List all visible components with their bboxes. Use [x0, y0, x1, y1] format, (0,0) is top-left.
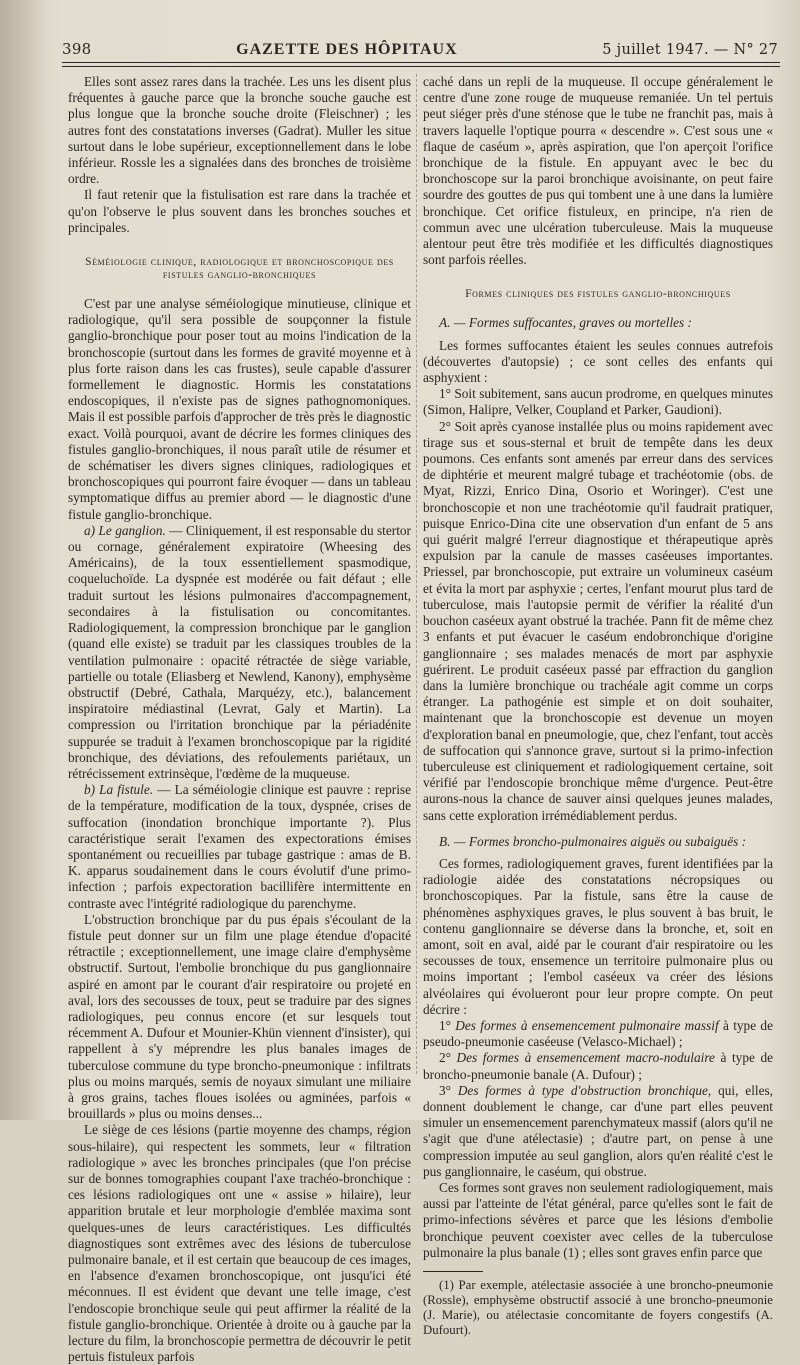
column-divider [416, 74, 417, 1074]
issue-date: 5 juillet 1947. — N° 27 [602, 42, 778, 58]
page-number: 398 [62, 40, 92, 58]
paragraph: Il faut retenir que la fistulisation est rare dans la trachée et qu'on l'observe le plus souvent dans les bronches souches et principales. [68, 187, 411, 235]
list-text: à type de pseudo-pneumonie caséeuse (Velasco-Michael) ; [423, 1017, 773, 1050]
paragraph: C'est par une analyse séméiologique minutieuse, clinique et radiologique, qu'il sera possible de soupçonner la fistule ganglio-bronchique pour poser tout au moins l'indication de la bronchoscopie (surtout dans les formes de gravité moyenne et à plus forte raison dans les cas frustes), seule capable d'assurer formellement le diagnostic. Hormis les constatations endoscopiques, il n'existe pas de signes pathognomoniques. Mais il est possible parfois d'approcher de très près le diagnostic exact. Voilà pourquoi, avant de décrire les formes cliniques des fistules ganglio-bronchiques, il nous paraît utile de résumer et de schématiser les divers signes cliniques, radiologiques et bronchoscopiques qui pourront faire évoquer — dans un tableau symptomatique diffus au premier abord — le diagnostic d'une fistule ganglio-bronchique. [68, 296, 411, 522]
list-item [423, 1083, 773, 1180]
header-rule-thick [62, 62, 780, 63]
page-header [62, 40, 778, 64]
paragraph: Le siège de ces lésions (partie moyenne des champs, région sous-hilaire), qui respectent les sommets, leur « filtration radiologique » avec les bronches principales (que l'on précise sur de bonnes tomographies coupant l'axe trachéo-bronchique : ces lésions radiologiques ont une « assise » hilaire), leur apparition brutale et leur morphologie d'emblée maxima sont quelques-unes de leurs caractéristiques. Les difficultés diagnostiques sont extrêmes avec des lésions de tuberculose pulmonaire banale, et il est certain que beaucoup de ces images, en l'absence d'examen bronchoscopique, ont jusqu'ici été méconnues. Il est évident que devant une telle image, c'est l'endoscopie bronchique seule qui peut affirmer la réalité de la fistule ganglio-bronchique. Orientée à droite ou à gauche par la lecture du film, la bronchoscopie permettra de découvrir le petit pertuis fistuleux parfois [68, 1122, 411, 1365]
list-item [423, 1050, 773, 1082]
subsection-b-title: B. — Formes broncho-pulmonaires aiguës ou subaiguës : [439, 833, 747, 849]
subsection-heading [423, 315, 773, 331]
paragraph: caché dans un repli de la muqueuse. Il occupe généralement le centre d'une zone rouge de muqueuse remaniée. Un tel pertuis peut siéger près d'une sténose que le tube ne franchit pas, mais à travers laquelle l'optique pourra « descendre ». C'est sous une « flaque de caséum », après aspiration, que l'on aperçoit l'orifice bronchique de la fistule. En appuyant avec le bec du bronchoscope sur la paroi bronchique avoisinante, on peut faire sourdre des gouttes de pus qui tombent une à une dans la lumière bronchique. Cet orifice fistuleux, en principe, n'a rien de commun avec une ulcération tuberculeuse. Mais la muqueuse alentour peut être très modifiée et les difficultés diagnostiques sont parfois réelles. [423, 74, 773, 268]
section-heading: Séméiologie clinique, radiologique et bronchoscopique des fistules ganglio-bronchiques [85, 256, 394, 282]
list-text: qui, elles, donnent doublement le change, car d'une part elles peuvent simuler un ensemencement parenchymateux massif (alors qu'il ne s'agit que d'une atélectasie) ; d'autre part, on pense à une compression imputée au seul ganglion, alors qu'en réalité c'est le pus ganglionnaire, le caséum, qui obstrue. [423, 1082, 773, 1179]
footnote-rule [423, 1271, 483, 1272]
paragraph-text: — La séméiologie clinique est pauvre : reprise de la température, modification de la toux, dyspnée, crises de suffocation (inondation bronchique importante ?). Plus caractéristique serait l'examen des expectorations émises spontanément ou recueillies par tubage gastrique : amas de B. K. apparus soudainement dans le cours évolutif d'une primo-infection ; parfois expectoration bacillifère intermittente en contraste avec l'intégrité radiologique du parenchyme. [68, 782, 411, 911]
paragraph: 1° Soit subitement, sans aucun prodrome, en quelques minutes (Simon, Halipre, Velker, Coupland et Parker, Gaudioni). [423, 386, 773, 418]
paragraph-text: — Cliniquement, il est responsable du stertor ou cornage, généralement expiratoire (Wheesing des Américains), de la toux essentiellement spasmodique, coqueluchoïde. La dyspnée est modérée ou fait défaut ; elle traduit surtout les lésions pulmonaires d'accompagnement, secondaires à la fistulisation ou concomitantes. Radiologiquement, la compression bronchique par le ganglion (quand elle existe) se traduit par les classiques troubles de la ventilation pulmonaire : opacité rétractée de siège variable, partielle ou totale (Eliasberg et Newlend, Kanony), emphysème obstructif (Debré, Cathala, Marquézy, etc.), balancement inspiratoire médiastinal (Levrat, Galy et Martin). La compression ou l'irritation bronchique par la périadénite suppurée se traduit à l'examen bronchoscopique par la rigidité bronchique, des déviations, des refoulements pariétaux, un rétrécissement extrinsèque, l'œdème de la muqueuse. [68, 522, 411, 781]
subsection-a-title: A. — Formes suffocantes, graves ou mortelles : [439, 315, 692, 331]
list-marker: 3° [439, 1082, 458, 1098]
section-heading: Formes cliniques des fistules ganglio-bronchiques [465, 288, 731, 301]
list-emphasis: Des formes à ensemencement pulmonaire massif [455, 1017, 719, 1033]
paragraph: Ces formes, radiologiquement graves, furent identifiées par la radiologie aidée des constatations nécropsiques ou bronchoscopiques. Par la fistule, sans être la cause de phénomènes asphyxiques graves, le plus souvent à bas bruit, le contenu ganglionnaire se déverse dans la bronche, et, soit en amont, soit en aval, aidé par le courant d'air respiratoire ou les secousses de toux, ensemence un territoire pulmonaire plus ou moins important ; l'embol caséeux va créer des lésions alvéolaires qui évolueront pour leur propre compte. On peut décrire : [423, 855, 773, 1017]
paragraph-label: a) Le ganglion. [84, 522, 166, 538]
paragraph [68, 523, 411, 782]
header-rule-thin [62, 66, 780, 67]
list-emphasis: Des formes à type d'obstruction bronchique, [457, 1082, 712, 1098]
list-marker: 2° [439, 1050, 457, 1066]
subsection-heading [423, 834, 773, 850]
paragraph: Les formes suffocantes étaient les seules connues autrefois (découvertes d'autopsie) ; ce sont celles des enfants qui asphyxient : [423, 337, 773, 386]
journal-title: GAZETTE DES HÔPITAUX [236, 41, 458, 58]
footnote: (1) Par exemple, atélectasie associée à une broncho-pneumonie (Rossle), emphysème obstructif associé à une broncho-pneumonie (J. Marie), ou atélectasie concomitante de foyers congestifs (A. Dufourt). [423, 1278, 773, 1338]
paragraph: Ces formes sont graves non seulement radiologiquement, mais aussi par l'atteinte de l'état général, parce qu'elles sont le fait de primo-infections sévères et parce que les lésions d'embolie bronchique peuvent coexister avec celles de la tuberculose pulmonaire la plus banale (1) ; elles sont graves enfin parce que [423, 1180, 773, 1260]
paragraph: L'obstruction bronchique par du pus épais s'écoulant de la fistule peut donner sur un film une plage étendue d'opacité rétractile ; exceptionnellement, une image claire d'emphysème obstructif. Surtout, l'embolie bronchique du pus ganglionnaire aspiré en amont par le courant d'air respiratoire ou projeté en aval, lors des secousses de toux, peut se traduire par des signes radiologiques, peu connus encore (et sur lesquels tout récemment A. Dufour et Mounier-Khün viennent d'insister), qui rappellent à s'y méprendre les plus banales images de tuberculose commune du type broncho-pneumonique : infiltrats plus ou moins marqués, semis de noyaux simulant une miliaire à gros grains, taches floues isolées ou agminées, parfois « brouillards » plus ou moins denses... [68, 911, 411, 1122]
paragraph: 2° Soit après cyanose installée plus ou moins rapidement avec tirage sus et sous-sternal et bruit de tempête dans les deux poumons. Ces enfants sont amenés par erreur dans des services de diphtérie et meurent malgré tubage et trachéotomie (obs. de Myat, Rizzi, Enrico Dina, Osorio et Woringer). C'est une bronchoscopie et non une trachéotomie qu'il faudrait pratiquer, puisque Enrico-Dina cite une observation d'un enfant de 5 ans qui guérit malgré l'erreur diagnostique et thérapeutique après expulsion par la canule de masses caséeuses importantes. Priessel, par bronchoscopie, put extraire un volumineux caséum et évita la mort par asphyxie ; certes, l'enfant mourut plus tard de tuberculose, mais l'autopsie permit de vérifier la réalité d'un bouchon caséeux ayant obstrué la trachée. Pann fit de même chez 3 enfants et put évacuer le caséum endobronchique d'origine ganglionnaire ; ses malades menacés de mort par asphyxie guérirent. Le produit caséeux passé par effraction du ganglion dans la lumière bronchique ou trachéale agit comme un corps étranger. La pathogénie est simple et on doit souhaiter, maintenant que la bronchoscopie est devenue un moyen d'exploration banal en pneumologie, que, chez l'enfant, tout accès de suffocation qui s'annonce grave, surtout si la primo-infection tuberculeuse est cliniquement et radiologiquement certaine, soit vérifié par l'endoscopie bronchique même d'urgence. Peut-être aurons-nous la chance de sauver ainsi quelques jeunes malades, sans cette exploration irrémédiablement perdus. [423, 418, 773, 823]
list-text: à type de broncho-pneumonie banale (A. Dufour) ; [423, 1050, 773, 1082]
left-column [68, 74, 411, 1365]
paragraph [68, 782, 411, 912]
list-emphasis: Des formes à ensemencement macro-nodulaire [456, 1050, 715, 1066]
right-column [423, 74, 773, 1338]
paragraph-label: b) La fistule. [84, 782, 154, 798]
paragraph: Elles sont assez rares dans la trachée. Les uns les disent plus fréquentes à gauche parce que la bronche souche gauche est plus longue que la bronche souche droite (Fleischner) ; les autres font des constatations inverses (Gadrat). Muller les situe surtout dans le lobe supérieur, exceptionnellement dans le lobe inférieur. Rossle les a signalées dans des bronches de troisième ordre. [68, 74, 411, 187]
list-item [423, 1018, 773, 1050]
list-marker: 1° [439, 1017, 456, 1033]
